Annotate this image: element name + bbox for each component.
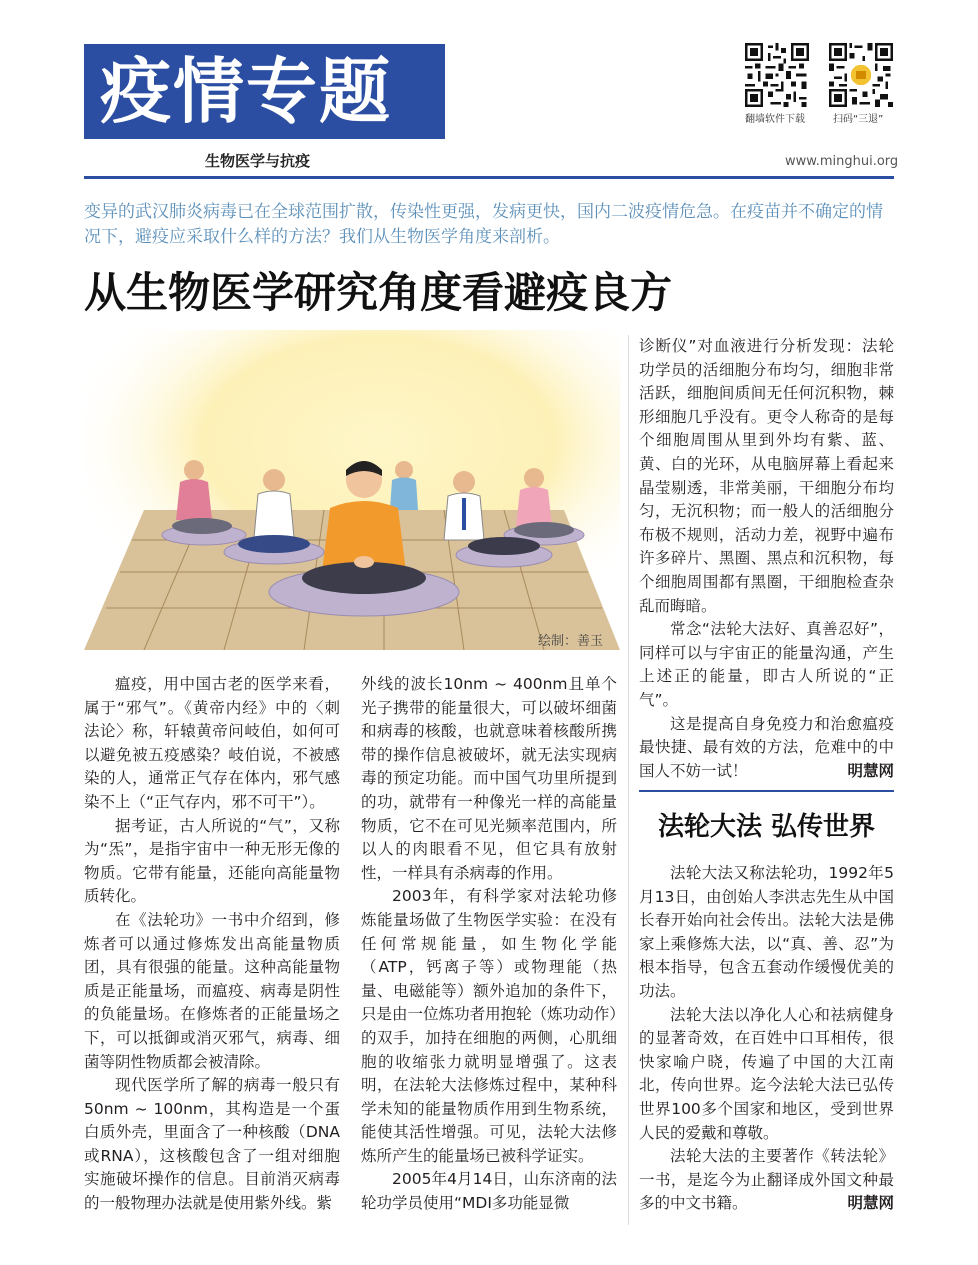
article-paragraph: 外线的波长10nm ~ 400nm且单个光子携带的能量很大，可以破坏细菌和病毒的核酸，也就意味着核酸所携带的操作信息被破坏，就无法实现病毒的预定功能。而中国气功里所提到的功，就带有一种像光一样的高能量物质，它不在可见光频率范围内，所以人的肉眼看不见，但它具有放射性，一样具有杀病毒的作用。 <box>361 675 617 882</box>
qr-label-download: 翻墙软件下载 <box>745 114 805 125</box>
sidebar-paragraph: 法轮大法又称法轮功，1992年5月13日，由创始人李洪志先生从中国长春开始向社会传出。法轮大法是佛家上乘修炼大法，以“真、善、忍”为根本指导，包含五套动作缓慢优美的功法。 <box>639 864 894 1000</box>
header-divider <box>84 176 894 179</box>
site-url[interactable]: www.minghui.org <box>785 154 899 169</box>
sidebar-paragraph: 法轮大法以净化人心和祛病健身的显著奇效，在百姓中口耳相传，很快家喻户晓，传遍了中国的大江南北，传向世界。迄今法轮大法已弘传世界100多个国家和地区，受到世界人民的爱戴和尊敬。 <box>639 1005 894 1142</box>
article-paragraph: 诊断仪”对血液进行分析发现：法轮功学员的活细胞分布均匀，细胞非常活跃，细胞间质间无任何沉积物，棘形细胞几乎没有。更令人称奇的是每个细胞周围从里到外均有紫、蓝、黄、白的光环，从电脑屏幕上看起来晶莹剔透，非常美丽，干细胞分布均匀，无沉积物；而一般人的活细胞分布极不规则，活动力差，视野中遍布许多碎片、黑圈、黑点和沉积物，每个细胞周围都有黑圈，干细胞检查杂乱而晦暗。 <box>639 337 894 615</box>
article-paragraph: 据考证，古人所说的“气”，又称为“炁”，是指宇宙中一种无形无像的物质。它带有能量，还能向高能量物质转化。 <box>84 816 340 906</box>
article-paragraph: 2005年4月14日，山东济南的法轮功学员使用“MDI多功能显微 <box>361 1170 617 1213</box>
meditation-illustration <box>84 330 620 650</box>
article-paragraph: 现代医学所了解的病毒一般只有50nm ~ 100nm，其构造是一个蛋白质外壳，里面含了一种核酸（DNA或RNA），这核酸包含了一组对细胞实施破坏操作的信息。目前消灭病毒的一般物理办法就是使用紫外线。紫 <box>84 1076 340 1213</box>
article-column-2 <box>361 673 617 1216</box>
lead-paragraph: 变异的武汉肺炎病毒已在全球范围扩散，传染性更强，发病更快，国内二波疫情危急。在疫苗并不确定的情况下，避疫应采取什么样的方法？我们从生物医学角度来剖析。 <box>84 202 883 247</box>
article-paragraph: 2003年，有科学家对法轮功修炼能量场做了生物医学实验：在没有任何常规能量，如生物化学能（ATP，钙离子等）或物理能（热量、电磁能等）额外追加的条件下，只是由一位炼功者用抱轮（炼功动作）的双手，加持在细胞的两侧，心肌细胞的收缩张力就明显增强了。这表明，在法轮大法修炼过程中，某种科学未知的能量物质作用到生物系统，能使其活性增强。可见，法轮大法修炼所产生的能量场已被科学证实。 <box>361 887 617 1165</box>
illustration-credit: 绘制：善玉 <box>538 634 604 649</box>
sidebar-source: 明慧网 <box>847 1194 894 1213</box>
article-paragraph: 常念“法轮大法好、真善忍好”，同样可以与宇宙正的能量沟通，产生上述正的能量，即古人所说的“正气”。 <box>639 620 894 709</box>
sidebar-title: 法轮大法 弘传世界 <box>657 812 876 842</box>
sidebar-column <box>639 862 894 1216</box>
article-paragraph: 瘟疫，用中国古老的医学来看，属于“邪气”。《黄帝内经》中的〈刺法论〉称，轩辕黄帝问岐伯，如何可以避免被五疫感染？岐伯说，不被感染的人，通常正气存在体内，邪气感染不上（“正气存内，邪不可干”）。 <box>84 675 340 811</box>
article-headline: 从生物医学研究角度看避疫良方 <box>84 268 673 317</box>
sidebar-divider <box>639 790 894 792</box>
sidebar-paragraph: 法轮大法的主要著作《转法轮》一书，是迄今为止翻译成外国文种最多的中文书籍。 <box>639 1147 894 1213</box>
qr-code-santui-icon[interactable] <box>829 43 893 107</box>
masthead-banner <box>84 44 445 139</box>
article-column-3 <box>639 335 894 783</box>
masthead-subtitle: 生物医学与抗疫 <box>205 152 311 170</box>
masthead-title: 疫情专题 <box>100 50 393 133</box>
qr-code-download-icon[interactable] <box>745 43 809 107</box>
article-paragraph: 在《法轮功》一书中介绍到，修炼者可以通过修炼发出高能量物质团，具有很强的能量。这种高能量物质是正能量场，而瘟疫、病毒是阴性的负能量场。在修炼者的正能量场之下，可以抵御或消灭邪气，病毒、细菌等阴性物质都会被清除。 <box>84 910 340 1071</box>
column-divider <box>628 335 629 1225</box>
article-source: 明慧网 <box>847 761 894 780</box>
qr-label-santui: 扫码“三退” <box>833 114 884 125</box>
article-paragraph: 这是提高自身免疫力和治愈瘟疫最快捷、最有效的方法，危难中的中国人不妨一试！ <box>639 714 894 780</box>
article-column-1 <box>84 673 340 1216</box>
